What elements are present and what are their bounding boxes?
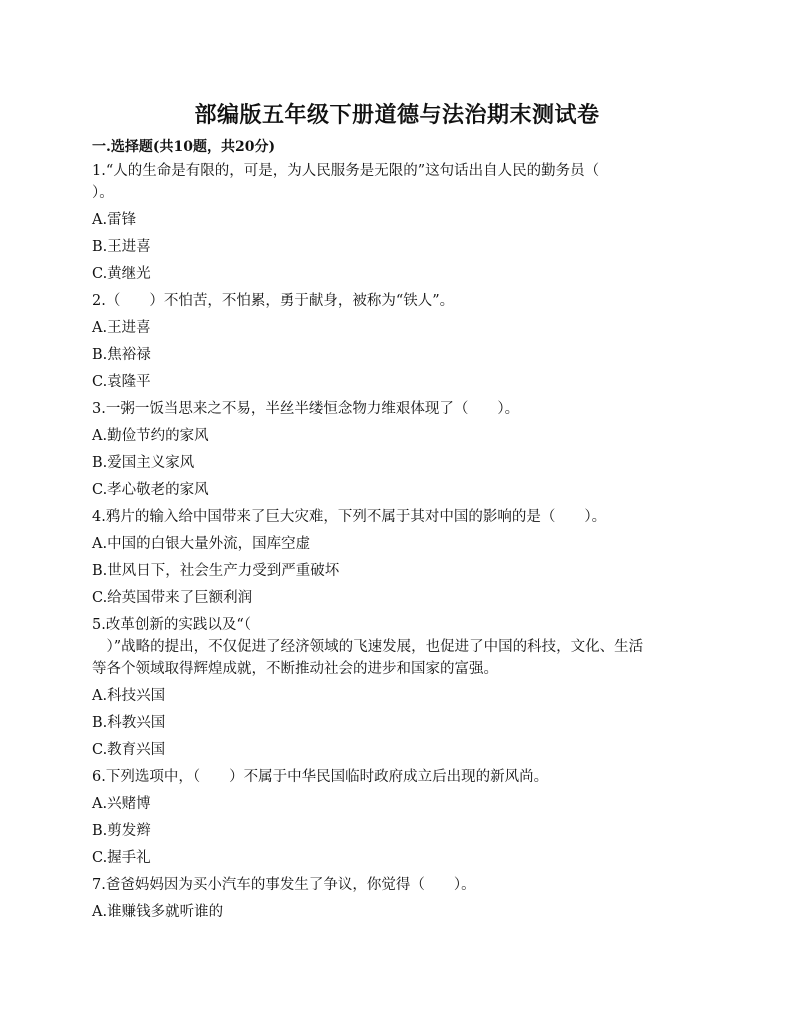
question-stem: 6.下列选项中，（ ）不属于中华民国临时政府成立后出现的新风尚。: [92, 769, 549, 785]
question-4: [92, 506, 704, 609]
question-stem: 2.（ ）不怕苦，不怕累，勇于献身，被称为“铁人”。: [92, 293, 455, 309]
question-list: [92, 160, 704, 928]
option-a: A.雷锋: [92, 212, 137, 228]
option-c: C.黄继光: [92, 266, 151, 282]
question-2: [92, 290, 704, 393]
option-b: B.剪发辫: [92, 823, 151, 839]
option-b: B.爱国主义家风: [92, 455, 195, 471]
option-c: C.教育兴国: [92, 742, 166, 758]
option-a: A.谁赚钱多就听谁的: [92, 904, 224, 920]
option-c: C.握手礼: [92, 850, 151, 866]
question-stem: 4.鸦片的输入给中国带来了巨大灾难，下列不属于其对中国的影响的是（ ）。: [92, 509, 607, 525]
question-7: [92, 874, 704, 923]
option-c: C.孝心敬老的家风: [92, 482, 209, 498]
question-3: [92, 398, 704, 501]
option-a: A.中国的白银大量外流，国库空虚: [92, 536, 311, 552]
option-b: B.王进喜: [92, 239, 151, 255]
question-stem: 1.“人的生命是有限的，可是，为人民服务是无限的”这句话出自人民的勤务员（ ）。: [92, 163, 600, 201]
question-5: [92, 614, 704, 761]
question-1: [92, 160, 704, 285]
question-stem: 5.改革创新的实践以及“（ ）”战略的提出，不仅促进了经济领域的飞速发展，也促进了中国的科技，文化、生活 等各个领域取得辉煌成就，不断推动社会的进步和国家的富强。: [92, 617, 644, 677]
option-a: A.兴赌博: [92, 796, 151, 812]
question-stem: 7.爸爸妈妈因为买小汽车的事发生了争议，你觉得（ ）。: [92, 877, 476, 893]
option-c: C.袁隆平: [92, 374, 151, 390]
question-6: [92, 766, 704, 869]
option-b: B.科教兴国: [92, 715, 166, 731]
exam-title: 部编版五年级下册道德与法治期末测试卷: [194, 102, 600, 128]
option-a: A.王进喜: [92, 320, 151, 336]
section-heading: 一.选择题(共10题，共20分): [92, 139, 276, 155]
option-b: B.世风日下，社会生产力受到严重破坏: [92, 563, 340, 579]
option-a: A.勤俭节约的家风: [92, 428, 209, 444]
option-b: B.焦裕禄: [92, 347, 151, 363]
question-stem: 3.一粥一饭当思来之不易，半丝半缕恒念物力维艰体现了（ ）。: [92, 401, 520, 417]
option-c: C.给英国带来了巨额利润: [92, 590, 253, 606]
option-a: A.科技兴国: [92, 688, 166, 704]
